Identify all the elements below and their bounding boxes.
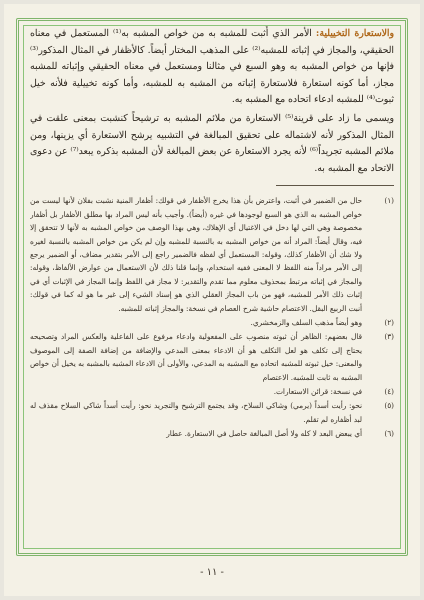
paragraph-1 (30, 26, 394, 109)
footnote-item (30, 330, 394, 384)
text-area (30, 26, 394, 546)
book-page (4, 4, 420, 596)
paragraph-2: ويسمى ما زاد على قرينة⁽⁵⁾ الاستعارة من ملائم المشبه به ترشيحاً كنشبت بمعنى علقت في المثال المذكور لأنه لاشتماله على تحقيق المبالغة في التشبيه يرشح الاستعارة أي يزينها، ومن ملائم المشبه تجريداً⁽⁶⁾ لأنه يجرد الاستعارة عن بعض المبالغة لأن المشبه بذكره يبعد⁽⁷⁾ عن دعوى الاتحاد مع المشبه به. (30, 112, 394, 174)
footnote-number: (٢) (384, 318, 394, 327)
footnote-divider (276, 185, 394, 186)
footnote-item (30, 399, 394, 426)
section-heading: والاستعارة التخييلية: (315, 28, 394, 39)
main-text (30, 26, 394, 177)
footnote-number: (١) (384, 196, 394, 206)
footnotes (30, 194, 394, 440)
footnote-item (30, 427, 394, 440)
footnote-text: نحو: رأيت أسداً (يرمي) وشاكي السلاح، وقد يجتمع الترشيح والتجريد نحو: رأيت أسداً شاكي السلاح مقذف له لبد أظفاره لم تقلم. (30, 401, 362, 424)
footnote-number: (٣) (384, 332, 394, 342)
footnote-text: حال من الضمير في أثبت، واعترض بأن هذا يخرج الأظفار في قولك: أظفار المنية نشبت بفلان لأنها ليست من خواص المشبه به الذي هو السبع لوجودها في غيره (أيضاً). وأجيب بأنه ليس المراد بها مطلق الأظفار بل أظفار مخصوصة وهي التي لها دخل في الاغتيال أي الإهلاك، وهي بهذا الوصف من خواص المشبه به لأنها لا تتحقق إلا فيه، وقال أيضاً: المراد أنه من خواص المشبه به بالنسبة للمشبه وإن لم يكن من خواص المشبه بالنسبة لغيره ولا شك أن الأظفار كذلك، وقوله: المستعمل أي لفظه فالضمير راجع إلى الأمر بتقدير مضاف، أو الضمير يرجع إلى الأمر مراداً منه اللفظ لا المعنى ففيه استخدام، وإنما قلنا ذلك لأن الاستعمال من عوارض الألفاظ، وقوله: والمجاز في إثباته مرتبط بمحذوف معلوم مما تقدم والتقدير: لا مجاز في اللفظ وإنما المجاز في الإثبات أي في إثبات ذلك الأمر للمشبه، فهو من باب المجاز العقلي الذي هو إسناد الشيء إلى غير ما هو له كما في قولك: أنبت الربيع البقل. الاعتصام حاشية شرح العصام في نسخة: والمجاز إثباته للمشبه. (30, 196, 362, 313)
paragraph-1-body: الأمر الذي أُثبت للمشبه به من خواص المشبه به⁽¹⁾ المستعمل في معناه الحقيقي، والمجاز في إثباته للمشبه⁽²⁾ على المذهب المختار أيضاً. كالأظفار في المثال المذكور⁽³⁾ فإنها من خواص المشبه به وهو السبع في مثالنا ومستعمل في معناه الحقيقي وإثباته للمشبه مجاز، أما كونه استعارة فلاستعارة إثباته من المشبه به للمشبه، وأما كونه تخييلية فلأنه خيل ثبوت⁽⁴⁾ للمشبه ادعاء اتحاده مع المشبه به. (30, 28, 394, 106)
footnote-number: (٦) (384, 429, 394, 439)
footnote-number: (٥) (384, 401, 394, 411)
footnote-text: وهو أيضاً مذهب السلف والزمخشري. (250, 318, 362, 327)
footnote-item (30, 316, 394, 329)
footnote-item (30, 385, 394, 398)
footnote-number: (٤) (384, 387, 394, 397)
page-number: - ١١ - (200, 567, 224, 578)
footnote-item (30, 194, 394, 315)
footnote-text: أي يبعض البعد لا كله ولا أصل المبالغة حاصل في الاستعارة. عطار (166, 429, 362, 439)
footnote-text: في نسخة: قرائن الاستعارات. (273, 387, 362, 397)
footnote-text: قال بعضهم: الظاهر أن ثبوته منصوب على المفعولية وادعاء مرفوع على الفاعلية والعكس المراد وتصحيحه يحتاج إلى تكلف هو لعل التكلف هو أن الادعاء بمعنى المدعي والإضافة من إضافة الصفة إلى الموصوف والمعنى: خيل ثبوته للمشبه اتحاده مع المشبه به المدعي، والأولى أن الادعاء المشبه بالمشبه به يخيل أن خواص المشبه به ثابت للمشبه. الاعتصام (30, 332, 362, 382)
